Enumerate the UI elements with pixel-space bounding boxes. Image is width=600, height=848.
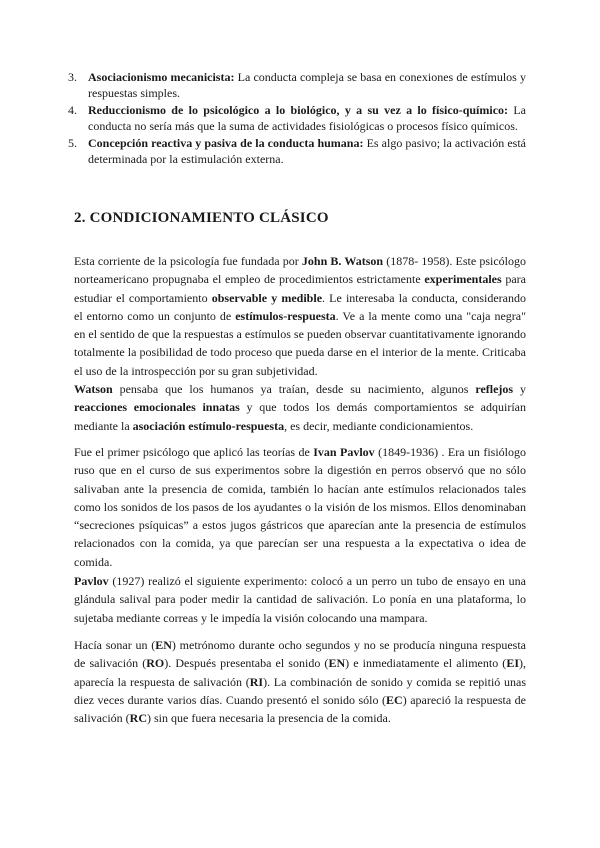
bold-text: reflejos — [475, 382, 514, 396]
bold-text: experimentales — [424, 272, 502, 287]
text: . Le interesaba la conducta, considerando el entorno como un conjunto de — [74, 290, 527, 323]
paragraph-pavlov-experiment — [74, 572, 526, 627]
paragraph-watson-reflexes — [74, 380, 526, 435]
text: ) e inmediatamente el alimento ( — [345, 656, 507, 671]
text: y — [513, 382, 527, 396]
text: ). Después presentaba el sonido ( — [164, 656, 329, 671]
paragraph-pavlov-intro — [74, 443, 526, 571]
bold-text: RO — [146, 656, 165, 671]
text: pensaba que los humanos ya traían, desde su nacimiento, algunos — [112, 382, 476, 396]
bold-text: reacciones emocionales innatas — [74, 400, 240, 415]
text: Hacía sonar un ( — [74, 638, 156, 652]
text: para estudiar el comportamiento — [74, 272, 526, 305]
bold-text: observable y medible — [211, 290, 323, 305]
text: ) apareció la respuesta de salivación ( — [74, 692, 527, 726]
text: (1927) realizó el siguiente experimento: colocó a un perro un tubo de ensayo en una glándula salival para poder medir la cantidad de salivación. Lo ponía en una plataforma, lo sujetaba mediante correas y le impedía la visión colocando una mampara. — [74, 574, 526, 625]
bold-text: EN — [328, 656, 346, 671]
list-text: La conducta compleja se basa en conexiones de estímulos y respuestas simples. — [88, 70, 527, 100]
text: ) metrónomo durante ocho segundos y no se producía ninguna respuesta de salivación ( — [74, 638, 527, 671]
paragraph-watson-intro — [74, 252, 526, 380]
text: (1878- 1958). Este psicólogo norteamericano propugnaba el empleo de procedimientos estrictamente — [74, 254, 526, 287]
list-number: 4. — [68, 103, 77, 118]
list-term: Reduccionismo de lo psicológico a lo biológico, y a su vez a lo físico-químico: — [88, 103, 509, 118]
list-text: La conducta no sería más que la suma de actividades fisiológicas o procesos físico químicos. — [88, 103, 526, 133]
text: , es decir, mediante condicionamientos. — [284, 418, 474, 433]
bold-text: RC — [129, 711, 147, 726]
bold-text: asociación estímulo-respuesta — [132, 418, 285, 433]
bold-text: Pavlov — [74, 574, 109, 588]
text: . Ve a la mente como una "caja negra" en el sentido de que la respuestas a estímulos se pueden observar cuantitativamente ignorando totalmente la posibilidad de todo proceso que pueda darse en el interior de la mente. Criticaba el uso de la introspección por su gran subjetividad. — [74, 308, 527, 378]
text: (1849-1936) . Era un fisiólogo ruso que en el curso de sus experimentos sobre la digestión en perros observó que no sólo salivaban ante la presencia de comida, también lo hacían ante estímulos relacionados tales como los sonidos de los pasos de los ayudantes o la visión de los mismos. Ellos denominaban “secreciones psíquicas” a estos jugos gástricos que aparecían ante la presencia de estímulos relacionados con la comida, ya que parecían ser una respuesta a la expectativa o idea de comida. — [74, 445, 527, 569]
bold-text: estímulos-respuesta — [235, 308, 336, 323]
bold-text: EN — [155, 638, 172, 652]
list-text: Es algo pasivo; la activación está determinada por la estimulación externa. — [88, 136, 526, 166]
text: ) sin que fuera necesaria la presencia de la comida. — [147, 711, 391, 726]
list-item — [68, 103, 526, 134]
list-term: Asociacionismo mecanicista: — [88, 70, 235, 84]
list-number: 5. — [68, 136, 77, 151]
list-item — [68, 136, 526, 167]
numbered-list — [68, 70, 527, 170]
bold-text: Watson — [74, 382, 113, 396]
text: Fue el primer psicólogo que aplicó las teorías de — [74, 445, 314, 459]
bold-text: EI — [506, 656, 519, 671]
text: y que todos los demás comportamientos se adquirían mediante la — [74, 400, 526, 433]
bold-text: EC — [386, 692, 403, 707]
list-term: Concepción reactiva y pasiva de la conducta humana: — [88, 136, 364, 151]
bold-text: John B. Watson — [301, 254, 384, 268]
list-item — [68, 70, 527, 101]
text: ), aparecía la respuesta de salivación ( — [74, 656, 526, 689]
bold-text: RI — [249, 674, 264, 689]
bold-text: Ivan Pavlov — [313, 445, 375, 459]
text: Esta corriente de la psicología fue fundada por — [74, 254, 302, 268]
section-heading: 2. CONDICIONAMIENTO CLÁSICO — [74, 210, 329, 226]
paragraph-conditioning — [74, 636, 526, 727]
list-number: 3. — [68, 70, 77, 84]
text: ). La combinación de sonido y comida se repitió unas diez veces durante varios días. Cuando presentó el sonido sólo ( — [74, 674, 526, 707]
